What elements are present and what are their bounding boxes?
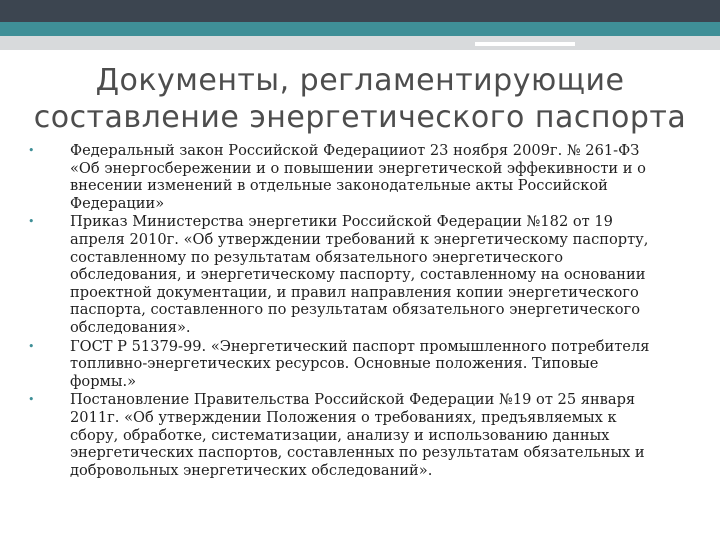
item-line: топливно-энергетических ресурсов. Основные положения. Типовые bbox=[70, 355, 599, 373]
item-line: «Об энергосбережении и о повышении энергетической эффекивности и о bbox=[70, 159, 646, 177]
header-band-gray bbox=[0, 36, 720, 50]
header-decor-line bbox=[475, 42, 575, 46]
document-list-item bbox=[28, 142, 708, 212]
header-band-dark bbox=[0, 0, 720, 22]
slide-title-line-2: составление энергетического паспорта bbox=[33, 100, 687, 135]
slide-title-line-1: Документы, регламентирующие bbox=[95, 63, 625, 98]
item-line: составленному по результатам обязательного энергетического bbox=[70, 248, 563, 266]
bullet-icon: • bbox=[28, 144, 35, 157]
item-line: 2011г. «Об утверждении Положения о требованиях, предъявляемых к bbox=[70, 408, 617, 426]
item-line: энергетических паспортов, составленных по результатам обязательных и bbox=[70, 444, 645, 462]
item-line: внесении изменений в отдельные законодательные акты Российской bbox=[70, 177, 608, 195]
document-list-item bbox=[28, 391, 708, 479]
item-line: проектной документации, и правил направления копии энергетического bbox=[70, 283, 639, 301]
item-line: Постановление Правительства Российской Федерации №19 от 25 января bbox=[70, 391, 636, 409]
item-line: паспорта, составленного по результатам обязательного энергетического bbox=[70, 301, 640, 319]
bullet-icon: • bbox=[28, 339, 35, 353]
item-line: ГОСТ Р 51379-99. «Энергетический паспорт промышленного потребителя bbox=[70, 337, 650, 355]
item-line: добровольных энергетических обследований». bbox=[70, 461, 433, 479]
item-line: Федеральный закон Российской Федерацииот 23 ноября 2009г. № 261-ФЗ bbox=[70, 142, 640, 159]
header-band-accent bbox=[0, 22, 720, 36]
bullet-icon: • bbox=[28, 393, 35, 407]
bullet-icon: • bbox=[28, 215, 35, 229]
item-line: сбору, обработке, систематизации, анализу и использованию данных bbox=[70, 426, 610, 444]
item-line: формы.» bbox=[70, 372, 137, 390]
document-list-item bbox=[28, 338, 708, 391]
document-list bbox=[28, 142, 708, 480]
item-line: Приказ Министерства энергетики Российской Федерации №182 от 19 bbox=[70, 213, 613, 231]
item-line: обследования, и энергетическому паспорту, составленному на основании bbox=[70, 266, 646, 284]
item-line: обследования». bbox=[70, 318, 191, 336]
item-line: апреля 2010г. «Об утверждении требований к энергетическому паспорту, bbox=[70, 230, 649, 248]
item-line: Федерации» bbox=[70, 194, 165, 212]
slide-title bbox=[20, 62, 700, 136]
document-list-item bbox=[28, 213, 708, 336]
